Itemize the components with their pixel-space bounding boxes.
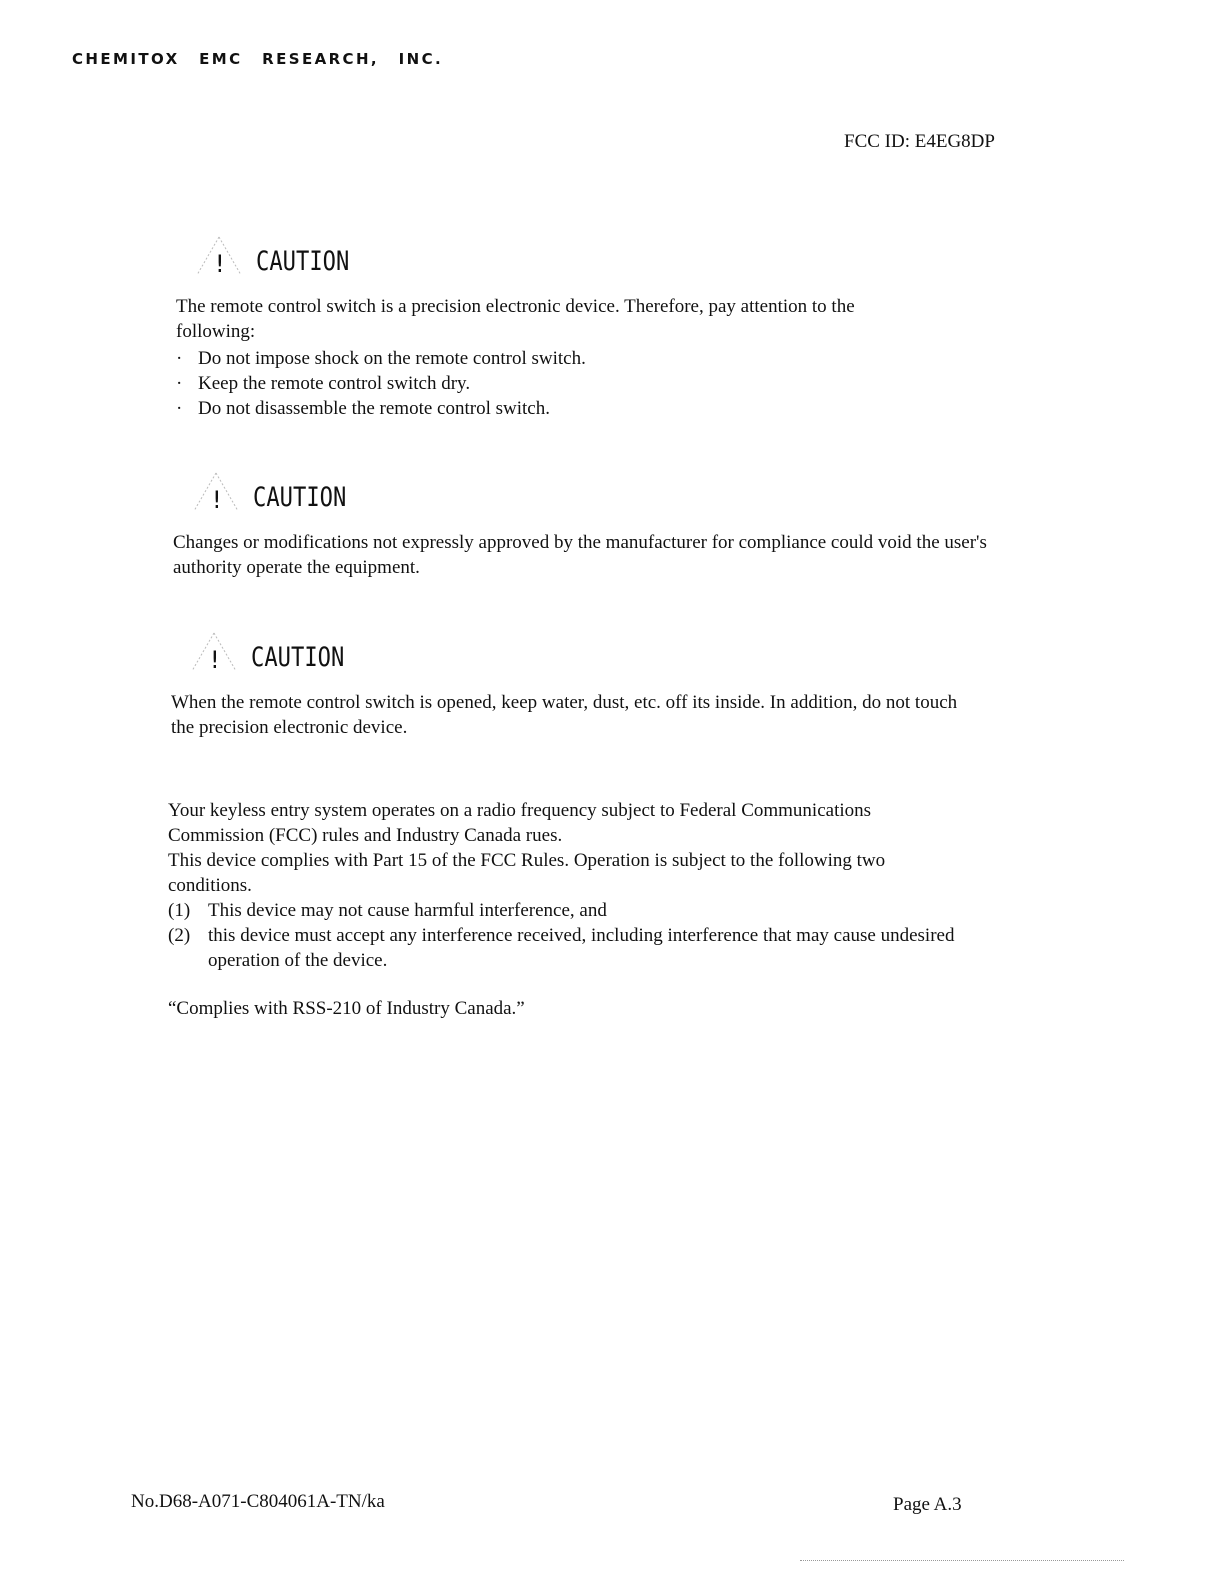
caution-text: When the remote control switch is opened, keep water, dust, etc. off its inside. In addition, do not touch the precision electronic device. <box>171 692 958 738</box>
page-number: Page A.3 <box>893 1494 962 1515</box>
exclamation-glyph: ! <box>215 250 225 278</box>
document-number: No.D68-A071-C804061A-TN/ka <box>131 1491 385 1512</box>
exclamation-glyph: ! <box>212 486 222 514</box>
exclamation-glyph: ! <box>210 646 220 674</box>
list-item: · Do not disassemble the remote control switch. <box>176 398 550 419</box>
list-item: · Do not impose shock on the remote control switch. <box>176 348 586 369</box>
company-header: CHEMITOX EMC RESEARCH, INC. <box>72 50 444 68</box>
caution-heading <box>171 628 991 676</box>
rss-statement: “Complies with RSS-210 of Industry Canada.” <box>168 998 525 1019</box>
fcc-paragraph-1: Your keyless entry system operates on a radio frequency subject to Federal Communications Commission (FCC) rules and Industry Canada rues. <box>168 800 872 846</box>
fcc-paragraph-2: This device complies with Part 15 of the FCC Rules. Operation is subject to the following two conditions. <box>168 850 886 896</box>
caution-section-1 <box>176 232 936 421</box>
scan-artifact-line <box>800 1560 1124 1562</box>
caution-section-3 <box>171 628 991 740</box>
list-item: · Keep the remote control switch dry. <box>176 373 471 394</box>
caution-title: CAUTION <box>251 642 345 673</box>
warning-triangle-icon <box>194 234 244 278</box>
fcc-id: FCC ID: E4EG8DP <box>844 131 995 152</box>
warning-triangle-icon <box>189 630 239 674</box>
caution-bullet-list <box>176 346 936 421</box>
caution-heading <box>176 232 936 280</box>
caution-text: Changes or modifications not expressly approved by the manufacturer for compliance could void the user's authority operate the equipment. <box>173 532 987 578</box>
caution-heading <box>173 468 1013 516</box>
caution-section-2 <box>173 468 1013 580</box>
caution-text: The remote control switch is a precision electronic device. Therefore, pay attention to the following: <box>176 296 855 342</box>
warning-triangle-icon <box>191 470 241 514</box>
list-item: (2) this device must accept any interference received, including interference that may cause undesired operation of the device. <box>168 925 955 971</box>
conditions-list <box>168 898 1028 973</box>
fcc-notice <box>168 798 1028 973</box>
caution-title: CAUTION <box>253 482 347 513</box>
caution-title: CAUTION <box>256 246 350 277</box>
list-item: (1) This device may not cause harmful interference, and <box>168 900 607 921</box>
